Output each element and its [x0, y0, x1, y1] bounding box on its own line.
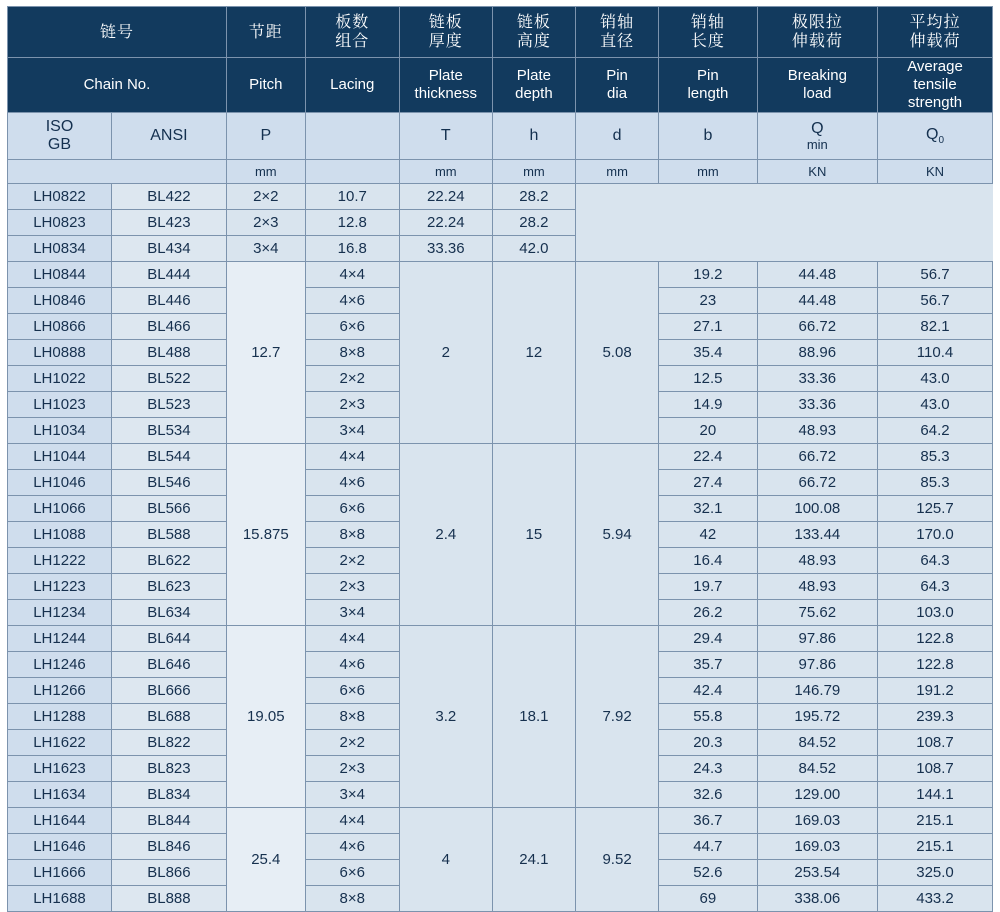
cell-ansi: BL623 — [111, 574, 226, 600]
cell-lacing: 4×6 — [305, 470, 399, 496]
symbol-pin-length: b — [659, 113, 757, 160]
cell-iso-gb: LH1688 — [8, 886, 112, 912]
cell-breaking-load: 44.48 — [757, 288, 877, 314]
cell-pin-length: 27.4 — [659, 470, 757, 496]
table-row — [8, 262, 993, 288]
cell-lacing: 8×8 — [305, 522, 399, 548]
cell-pin-length: 42.4 — [659, 678, 757, 704]
cell-iso-gb: LH1023 — [8, 392, 112, 418]
cell-average-tensile: 191.2 — [878, 678, 993, 704]
cell-plate-depth: 12 — [492, 262, 575, 444]
cell-lacing: 4×4 — [305, 262, 399, 288]
cell-breaking-load: 22.24 — [399, 184, 492, 210]
cell-ansi: BL888 — [111, 886, 226, 912]
cell-plate-thickness: 3.2 — [399, 626, 492, 808]
cell-average-tensile: 144.1 — [878, 782, 993, 808]
cell-lacing: 8×8 — [305, 704, 399, 730]
cell-iso-gb: LH1634 — [8, 782, 112, 808]
cell-average-tensile: 43.0 — [878, 392, 993, 418]
cell-lacing: 2×2 — [305, 730, 399, 756]
cell-lacing: 2×3 — [305, 574, 399, 600]
cell-pin-length: 32.1 — [659, 496, 757, 522]
cell-breaking-load: 253.54 — [757, 860, 877, 886]
cell-average-tensile: 122.8 — [878, 626, 993, 652]
symbol-plate-thickness: T — [399, 113, 492, 160]
cell-iso-gb: LH1623 — [8, 756, 112, 782]
cell-pin-length: 29.4 — [659, 626, 757, 652]
cell-average-tensile: 103.0 — [878, 600, 993, 626]
header-en-plate-depth: Plate depth — [492, 58, 575, 113]
header-row-units — [8, 160, 993, 184]
cell-breaking-load: 100.08 — [757, 496, 877, 522]
chain-spec-table — [7, 6, 993, 912]
unit-plate-thickness: mm — [399, 160, 492, 184]
cell-average-tensile: 64.3 — [878, 574, 993, 600]
cell-pin-length: 14.9 — [659, 392, 757, 418]
cell-ansi: BL822 — [111, 730, 226, 756]
header-en-pin-dia: Pin dia — [575, 58, 658, 113]
cell-pin-length: 55.8 — [659, 704, 757, 730]
header-row-chinese — [8, 7, 993, 58]
cell-breaking-load: 33.36 — [399, 236, 492, 262]
cell-pin-length: 12.8 — [305, 210, 399, 236]
cell-plate-depth: 24.1 — [492, 808, 575, 912]
cell-ansi: BL434 — [111, 236, 226, 262]
table-row — [8, 184, 993, 210]
cell-average-tensile: 56.7 — [878, 262, 993, 288]
symbol-average-subscript: 0 — [938, 135, 945, 147]
cell-average-tensile: 85.3 — [878, 444, 993, 470]
symbol-iso-gb: ISO GB — [8, 113, 112, 160]
cell-lacing: 3×4 — [305, 782, 399, 808]
cell-pin-length: 24.3 — [659, 756, 757, 782]
header-en-average-tensile: Average tensile strength — [878, 58, 993, 113]
cell-pin-length: 20 — [659, 418, 757, 444]
cell-pin-length: 19.2 — [659, 262, 757, 288]
header-en-plate-thickness: Plate thickness — [399, 58, 492, 113]
header-en-chain-no: Chain No. — [8, 58, 227, 113]
cell-iso-gb: LH1666 — [8, 860, 112, 886]
cell-pin-length: 22.4 — [659, 444, 757, 470]
cell-pin-length: 16.4 — [659, 548, 757, 574]
cell-breaking-load: 133.44 — [757, 522, 877, 548]
cell-breaking-load: 44.48 — [757, 262, 877, 288]
header-cn-pin-length: 销轴 长度 — [659, 7, 757, 58]
header-cn-plate-depth: 链板 高度 — [492, 7, 575, 58]
cell-ansi: BL523 — [111, 392, 226, 418]
cell-pin-length: 16.8 — [305, 236, 399, 262]
cell-iso-gb: LH1066 — [8, 496, 112, 522]
cell-lacing: 4×6 — [305, 652, 399, 678]
header-cn-average-tensile: 平均拉 伸载荷 — [878, 7, 993, 58]
cell-iso-gb: LH1646 — [8, 834, 112, 860]
cell-pin-length: 12.5 — [659, 366, 757, 392]
cell-pin-length: 19.7 — [659, 574, 757, 600]
cell-average-tensile: 82.1 — [878, 314, 993, 340]
cell-average-tensile: 110.4 — [878, 340, 993, 366]
cell-ansi: BL622 — [111, 548, 226, 574]
cell-ansi: BL534 — [111, 418, 226, 444]
cell-breaking-load: 33.36 — [757, 392, 877, 418]
unit-chain-no — [8, 160, 227, 184]
cell-pin-length: 35.4 — [659, 340, 757, 366]
cell-lacing: 6×6 — [305, 496, 399, 522]
cell-iso-gb: LH1622 — [8, 730, 112, 756]
cell-average-tensile: 170.0 — [878, 522, 993, 548]
cell-pin-length: 44.7 — [659, 834, 757, 860]
cell-lacing: 2×2 — [305, 366, 399, 392]
cell-average-tensile: 122.8 — [878, 652, 993, 678]
cell-pin-length: 20.3 — [659, 730, 757, 756]
cell-breaking-load: 129.00 — [757, 782, 877, 808]
header-cn-pin-dia: 销轴 直径 — [575, 7, 658, 58]
cell-ansi: BL444 — [111, 262, 226, 288]
cell-lacing: 2×3 — [226, 210, 305, 236]
cell-pin-dia: 5.94 — [575, 444, 658, 626]
cell-iso-gb: LH1034 — [8, 418, 112, 444]
cell-iso-gb: LH1223 — [8, 574, 112, 600]
cell-pin-length: 32.6 — [659, 782, 757, 808]
cell-pin-length: 23 — [659, 288, 757, 314]
cell-iso-gb: LH1088 — [8, 522, 112, 548]
cell-average-tensile: 56.7 — [878, 288, 993, 314]
cell-pin-length: 42 — [659, 522, 757, 548]
cell-lacing: 4×6 — [305, 834, 399, 860]
symbol-average-tensile: $Q_0$ — [878, 113, 993, 160]
cell-lacing: 2×3 — [305, 392, 399, 418]
header-cn-plate-thickness: 链板 厚度 — [399, 7, 492, 58]
cell-pin-dia: 7.92 — [575, 626, 658, 808]
cell-breaking-load: 84.52 — [757, 730, 877, 756]
cell-iso-gb: LH1244 — [8, 626, 112, 652]
unit-pitch: mm — [226, 160, 305, 184]
cell-iso-gb: LH1266 — [8, 678, 112, 704]
cell-iso-gb: LH1044 — [8, 444, 112, 470]
cell-ansi: BL446 — [111, 288, 226, 314]
cell-lacing: 8×8 — [305, 340, 399, 366]
cell-ansi: BL866 — [111, 860, 226, 886]
cell-iso-gb: LH0846 — [8, 288, 112, 314]
cell-breaking-load: 88.96 — [757, 340, 877, 366]
table-row — [8, 444, 993, 470]
cell-average-tensile: 108.7 — [878, 730, 993, 756]
cell-plate-depth: 15 — [492, 444, 575, 626]
cell-iso-gb: LH0888 — [8, 340, 112, 366]
symbol-lacing — [305, 113, 399, 160]
header-cn-lacing: 板数 组合 — [305, 7, 399, 58]
header-cn-breaking-load: 极限拉 伸载荷 — [757, 7, 877, 58]
cell-ansi: BL588 — [111, 522, 226, 548]
cell-pin-length: 26.2 — [659, 600, 757, 626]
cell-lacing: 4×4 — [305, 444, 399, 470]
table-body — [8, 184, 993, 912]
cell-breaking-load: 48.93 — [757, 418, 877, 444]
cell-ansi: BL488 — [111, 340, 226, 366]
cell-ansi: BL846 — [111, 834, 226, 860]
cell-pitch: 19.05 — [226, 626, 305, 808]
cell-lacing: 2×2 — [226, 184, 305, 210]
cell-pitch: 25.4 — [226, 808, 305, 912]
cell-iso-gb: LH1022 — [8, 366, 112, 392]
cell-iso-gb: LH0822 — [8, 184, 112, 210]
cell-breaking-load: 169.03 — [757, 808, 877, 834]
cell-iso-gb: LH1046 — [8, 470, 112, 496]
unit-plate-depth: mm — [492, 160, 575, 184]
unit-lacing — [305, 160, 399, 184]
cell-pin-length: 36.7 — [659, 808, 757, 834]
cell-plate-thickness: 4 — [399, 808, 492, 912]
cell-breaking-load: 97.86 — [757, 652, 877, 678]
cell-breaking-load: 195.72 — [757, 704, 877, 730]
cell-iso-gb: LH0844 — [8, 262, 112, 288]
cell-lacing: 6×6 — [305, 860, 399, 886]
cell-breaking-load: 75.62 — [757, 600, 877, 626]
cell-ansi: BL546 — [111, 470, 226, 496]
cell-average-tensile: 64.2 — [878, 418, 993, 444]
cell-ansi: BL823 — [111, 756, 226, 782]
header-en-pitch: Pitch — [226, 58, 305, 113]
cell-pitch: 12.7 — [226, 262, 305, 444]
cell-ansi: BL634 — [111, 600, 226, 626]
cell-average-tensile: 108.7 — [878, 756, 993, 782]
table-row — [8, 236, 993, 262]
unit-average-tensile: KN — [878, 160, 993, 184]
cell-lacing: 2×2 — [305, 548, 399, 574]
cell-pin-dia: 5.08 — [575, 262, 658, 444]
cell-iso-gb: LH1222 — [8, 548, 112, 574]
cell-lacing: 3×4 — [305, 418, 399, 444]
unit-pin-dia: mm — [575, 160, 658, 184]
cell-pin-length: 27.1 — [659, 314, 757, 340]
cell-iso-gb: LH1288 — [8, 704, 112, 730]
symbol-breaking-load: Q min — [757, 113, 877, 160]
cell-pin-dia: 9.52 — [575, 808, 658, 912]
cell-breaking-load: 48.93 — [757, 574, 877, 600]
cell-average-tensile: 28.2 — [492, 184, 575, 210]
cell-lacing: 8×8 — [305, 886, 399, 912]
cell-pin-length: 52.6 — [659, 860, 757, 886]
cell-lacing: 4×6 — [305, 288, 399, 314]
cell-breaking-load: 22.24 — [399, 210, 492, 236]
unit-pin-length: mm — [659, 160, 757, 184]
cell-breaking-load: 66.72 — [757, 314, 877, 340]
cell-ansi: BL422 — [111, 184, 226, 210]
cell-average-tensile: 433.2 — [878, 886, 993, 912]
cell-plate-thickness: 2 — [399, 262, 492, 444]
header-cn-pitch: 节距 — [226, 7, 305, 58]
table-row — [8, 808, 993, 834]
table-row — [8, 626, 993, 652]
cell-breaking-load: 338.06 — [757, 886, 877, 912]
cell-plate-thickness: 2.4 — [399, 444, 492, 626]
cell-pin-length: 10.7 — [305, 184, 399, 210]
cell-average-tensile: 42.0 — [492, 236, 575, 262]
cell-ansi: BL666 — [111, 678, 226, 704]
cell-ansi: BL646 — [111, 652, 226, 678]
cell-ansi: BL644 — [111, 626, 226, 652]
cell-average-tensile: 64.3 — [878, 548, 993, 574]
cell-average-tensile: 215.1 — [878, 808, 993, 834]
cell-iso-gb: LH1644 — [8, 808, 112, 834]
cell-iso-gb: LH1246 — [8, 652, 112, 678]
cell-ansi: BL688 — [111, 704, 226, 730]
cell-average-tensile: 239.3 — [878, 704, 993, 730]
cell-average-tensile: 215.1 — [878, 834, 993, 860]
symbol-ansi: ANSI — [111, 113, 226, 160]
cell-lacing: 6×6 — [305, 678, 399, 704]
cell-average-tensile: 28.2 — [492, 210, 575, 236]
header-row-symbols — [8, 113, 993, 160]
cell-lacing: 4×4 — [305, 808, 399, 834]
cell-lacing: 6×6 — [305, 314, 399, 340]
symbol-pitch: P — [226, 113, 305, 160]
symbol-plate-depth: h — [492, 113, 575, 160]
cell-breaking-load: 97.86 — [757, 626, 877, 652]
cell-iso-gb: LH1234 — [8, 600, 112, 626]
cell-lacing: 3×4 — [305, 600, 399, 626]
header-row-english — [8, 58, 993, 113]
cell-breaking-load: 84.52 — [757, 756, 877, 782]
cell-ansi: BL844 — [111, 808, 226, 834]
cell-breaking-load: 66.72 — [757, 444, 877, 470]
cell-breaking-load: 169.03 — [757, 834, 877, 860]
cell-average-tensile: 325.0 — [878, 860, 993, 886]
cell-lacing: 4×4 — [305, 626, 399, 652]
cell-ansi: BL423 — [111, 210, 226, 236]
cell-lacing: 3×4 — [226, 236, 305, 262]
table-row — [8, 210, 993, 236]
cell-pin-length: 69 — [659, 886, 757, 912]
cell-breaking-load: 48.93 — [757, 548, 877, 574]
header-cn-chain-no: 链号 — [8, 7, 227, 58]
cell-ansi: BL522 — [111, 366, 226, 392]
cell-pitch: 15.875 — [226, 444, 305, 626]
header-en-pin-length: Pin length — [659, 58, 757, 113]
cell-average-tensile: 43.0 — [878, 366, 993, 392]
cell-ansi: BL466 — [111, 314, 226, 340]
cell-ansi: BL834 — [111, 782, 226, 808]
cell-iso-gb: LH0866 — [8, 314, 112, 340]
cell-pin-length: 35.7 — [659, 652, 757, 678]
symbol-pin-dia: d — [575, 113, 658, 160]
cell-average-tensile: 85.3 — [878, 470, 993, 496]
cell-breaking-load: 33.36 — [757, 366, 877, 392]
cell-breaking-load: 146.79 — [757, 678, 877, 704]
cell-iso-gb: LH0823 — [8, 210, 112, 236]
header-en-lacing: Lacing — [305, 58, 399, 113]
cell-average-tensile: 125.7 — [878, 496, 993, 522]
cell-ansi: BL566 — [111, 496, 226, 522]
cell-plate-depth: 18.1 — [492, 626, 575, 808]
header-en-breaking-load: Breaking load — [757, 58, 877, 113]
cell-breaking-load: 66.72 — [757, 470, 877, 496]
cell-lacing: 2×3 — [305, 756, 399, 782]
cell-iso-gb: LH0834 — [8, 236, 112, 262]
unit-breaking-load: KN — [757, 160, 877, 184]
cell-ansi: BL544 — [111, 444, 226, 470]
